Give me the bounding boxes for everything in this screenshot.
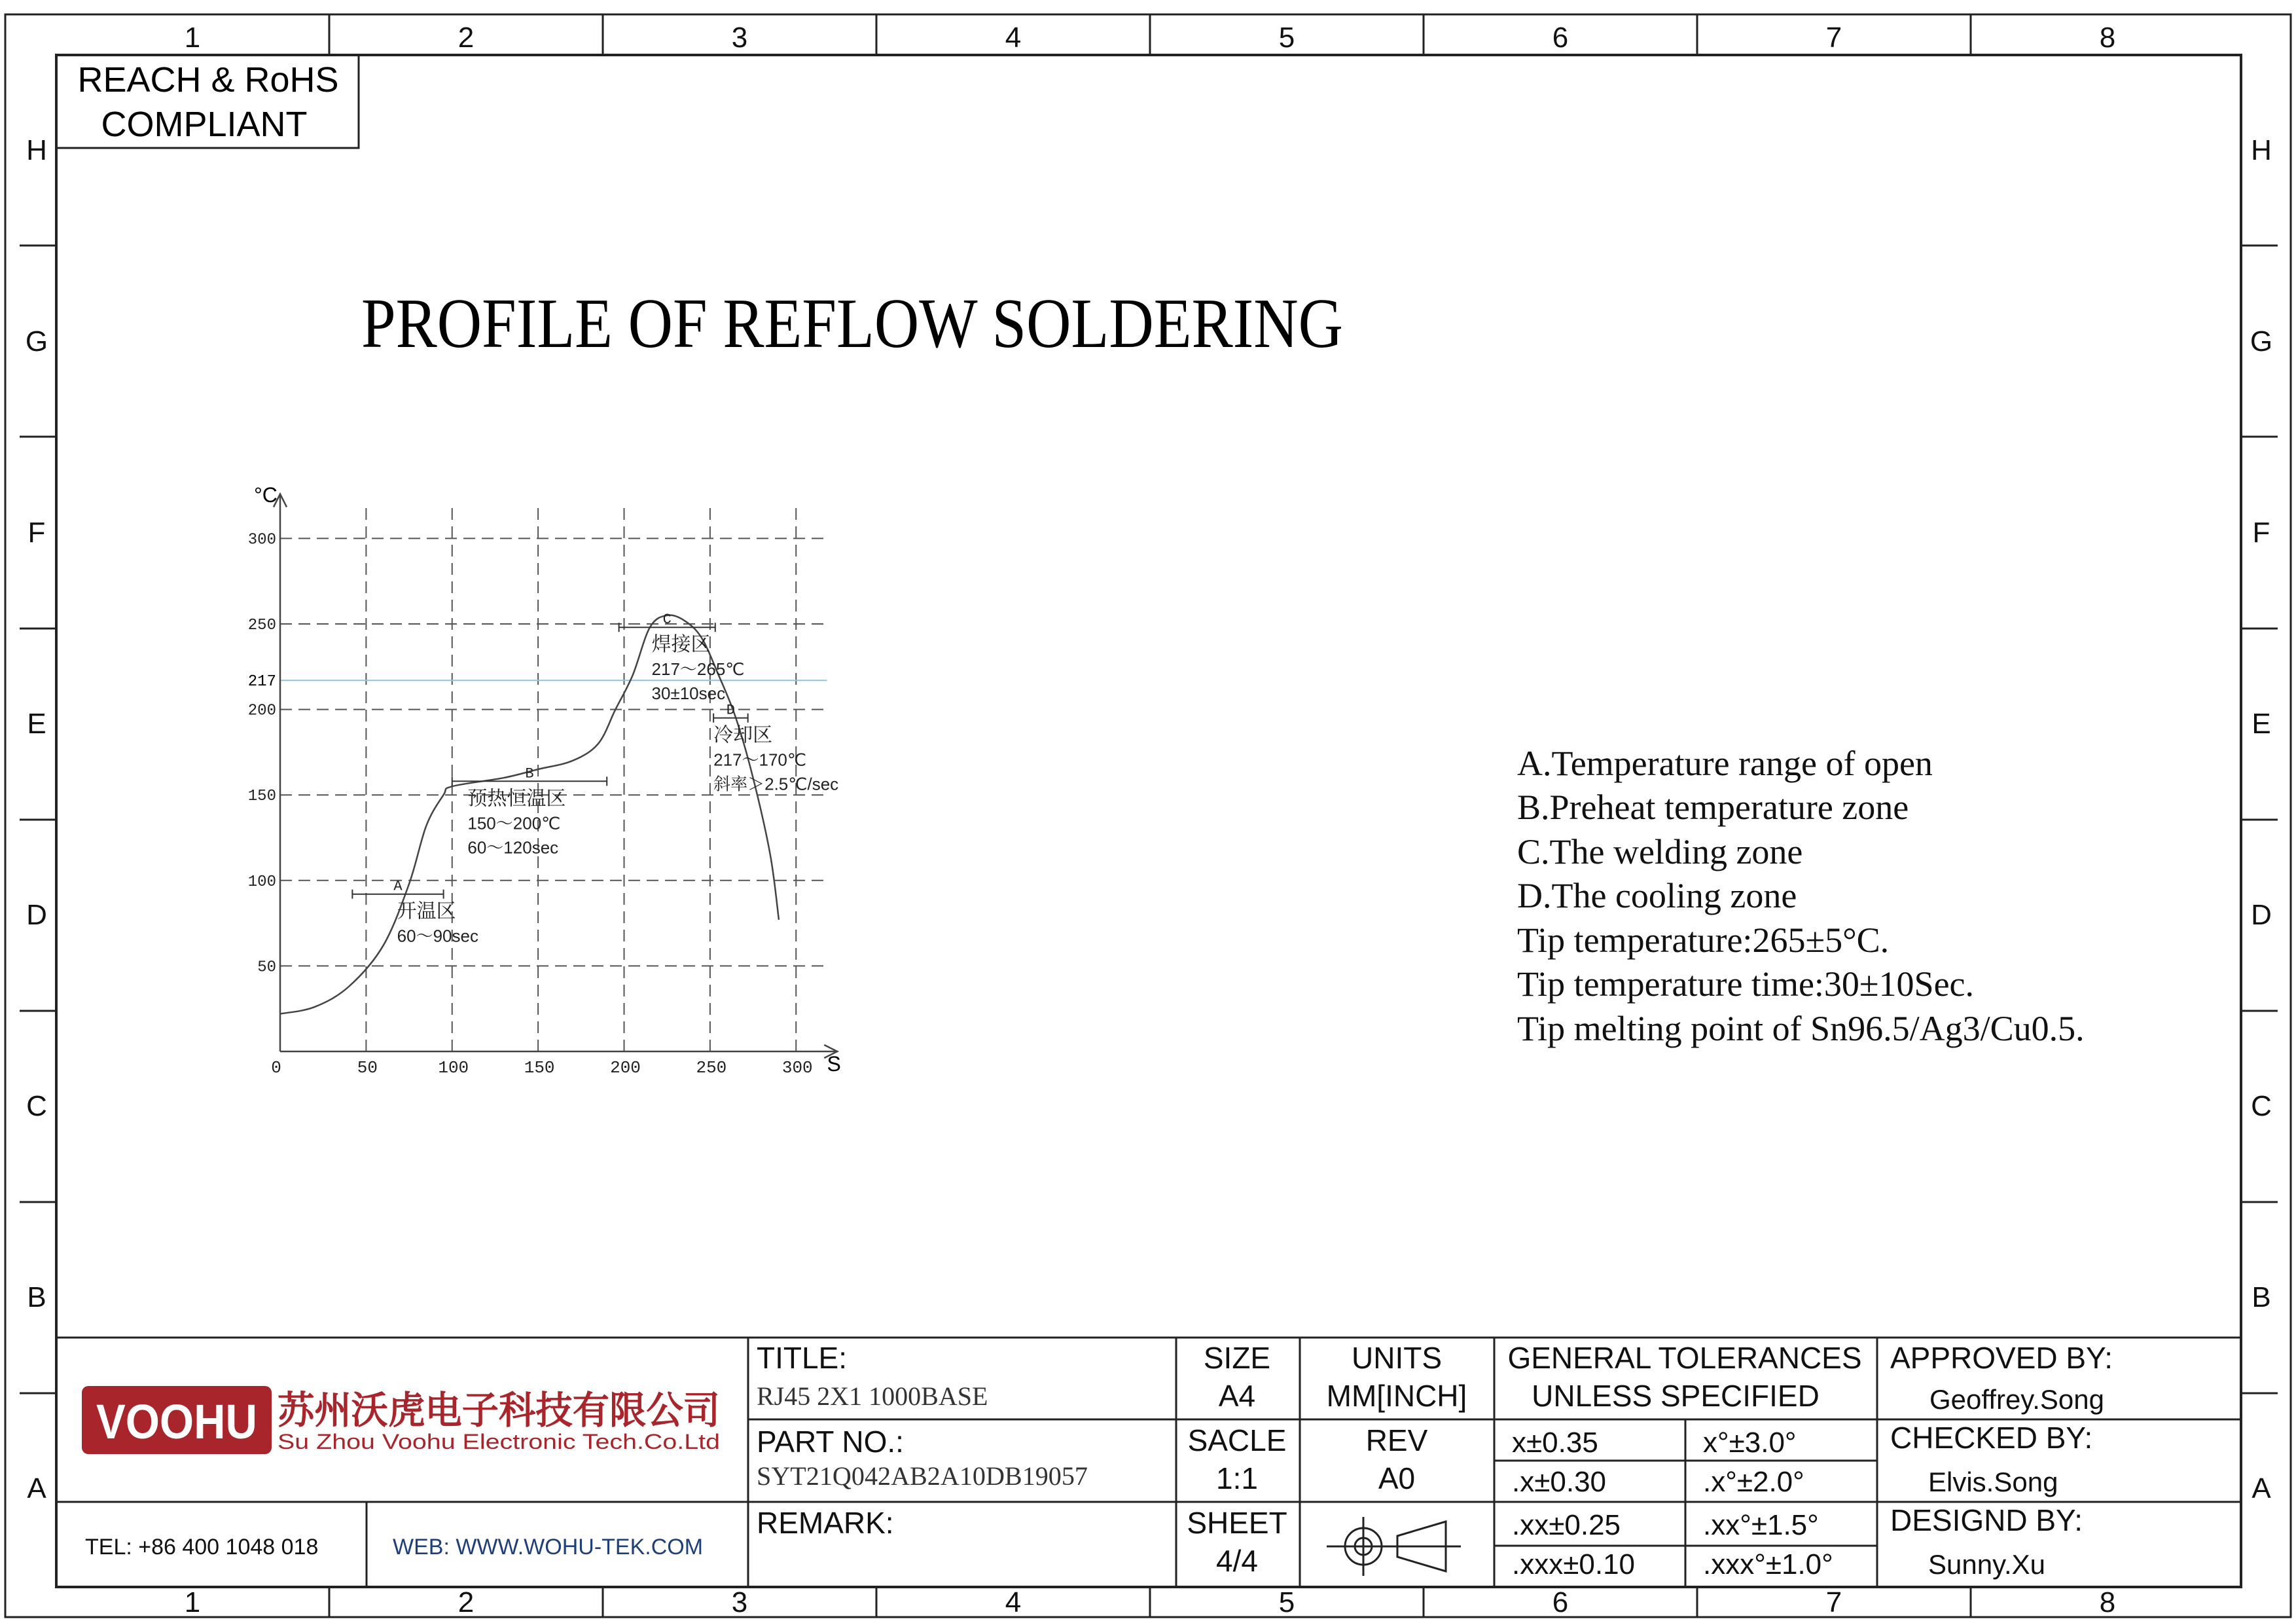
row-label-G: G <box>25 325 48 357</box>
note-line: C.The welding zone <box>1517 832 1803 871</box>
row-label-D: D <box>26 899 47 931</box>
outer-border <box>5 14 2291 1617</box>
sheet-value: 4/4 <box>1216 1544 1258 1578</box>
designed-by-label: DESIGND BY: <box>1890 1503 2083 1537</box>
company-name-en: Su Zhou Voohu Electronic Tech.Co.Ltd <box>278 1430 720 1453</box>
y-tick-label: 250 <box>247 617 276 634</box>
row-label-F: F <box>27 517 46 549</box>
note-line: D.The cooling zone <box>1517 876 1797 915</box>
tolerance-angular: .xx°±1.5° <box>1703 1509 1819 1541</box>
row-label-H-right: H <box>2251 134 2272 166</box>
zone-detail-label: 斜率＞2.5℃/sec <box>713 774 839 794</box>
col-label-3: 3 <box>731 22 748 54</box>
company-logo-text: VOOHU <box>96 1395 257 1449</box>
zone-name-label: 预热恒温区 <box>467 788 566 810</box>
approved-by-label: APPROVED BY: <box>1890 1341 2113 1375</box>
notes-block <box>1517 744 2085 1048</box>
x-tick-label: 100 <box>438 1058 469 1078</box>
zone-id-label: A <box>393 878 403 895</box>
y-axis-unit: °C <box>254 483 278 507</box>
col-label-7-bottom: 7 <box>1825 1586 1842 1618</box>
note-line: Tip melting point of Sn96.5/Ag3/Cu0.5. <box>1517 1009 2085 1048</box>
tolerance-heading-2: UNLESS SPECIFIED <box>1532 1379 1820 1413</box>
company-tel: TEL: +86 400 1048 018 <box>85 1535 319 1559</box>
col-label-1: 1 <box>184 22 201 54</box>
zone-detail-label: 217～170℃ <box>713 750 807 770</box>
checked-by-label: CHECKED BY: <box>1890 1421 2093 1455</box>
melting-point-label: 217 <box>247 673 276 691</box>
tolerance-linear: .xx±0.25 <box>1512 1509 1621 1541</box>
zone-ticks <box>20 14 2278 1617</box>
company-web[interactable]: WEB: WWW.WOHU-TEK.COM <box>393 1535 704 1559</box>
page-title: PROFILE OF REFLOW SOLDERING <box>361 285 1343 363</box>
zone-id-label: D <box>726 702 736 719</box>
title-value: RJ45 2X1 1000BASE <box>757 1381 988 1411</box>
x-tick-label: 250 <box>696 1058 727 1078</box>
approved-by-value: Geoffrey.Song <box>1929 1384 2104 1415</box>
rev-value: A0 <box>1378 1461 1416 1495</box>
zone-detail-label: 60～90sec <box>397 926 478 946</box>
remark-label: REMARK: <box>757 1506 894 1540</box>
y-tick-label: 300 <box>247 531 276 549</box>
col-label-8: 8 <box>2099 22 2116 54</box>
units-label: UNITS <box>1352 1341 1442 1375</box>
reflow-chart <box>248 483 841 1078</box>
note-line: Tip temperature:265±5°C. <box>1517 921 1890 960</box>
col-label-8-bottom: 8 <box>2099 1586 2116 1618</box>
title-label: TITLE: <box>757 1341 848 1375</box>
title-block-grid <box>56 1338 2241 1587</box>
x-tick-label: 0 <box>271 1058 281 1078</box>
projection-symbol-icon <box>1327 1517 1461 1576</box>
zone-id-label: B <box>525 765 534 782</box>
x-tick-label: 300 <box>781 1058 813 1078</box>
company-name-cn: 苏州沃虎电子科技有限公司 <box>278 1389 720 1432</box>
row-label-E: E <box>27 708 46 740</box>
row-label-G-right: G <box>2250 325 2273 357</box>
x-axis-unit: S <box>827 1052 841 1076</box>
size-label: SIZE <box>1203 1341 1271 1375</box>
zone-detail-label: 150～200℃ <box>467 813 561 833</box>
tolerance-heading-1: GENERAL TOLERANCES <box>1507 1341 1862 1375</box>
scale-label: SACLE <box>1187 1423 1287 1457</box>
x-tick-label: 50 <box>357 1058 378 1078</box>
col-label-1-bottom: 1 <box>184 1586 201 1618</box>
y-tick-label: 150 <box>247 788 276 806</box>
checked-by-value: Elvis.Song <box>1928 1467 2058 1497</box>
size-value: A4 <box>1218 1379 1256 1413</box>
tolerance-linear: .x±0.30 <box>1512 1466 1607 1498</box>
zone-name-label: 焊接区 <box>651 634 711 656</box>
note-line: A.Temperature range of open <box>1517 744 1933 783</box>
row-label-C-right: C <box>2251 1090 2272 1122</box>
y-tick-label: 50 <box>257 958 276 977</box>
zone-detail-label: 217～265℃ <box>651 659 745 680</box>
part-no-label: PART NO.: <box>757 1425 904 1459</box>
zone-name-label: 冷却区 <box>713 724 773 746</box>
units-value: MM[INCH] <box>1326 1379 1467 1413</box>
compliance-line-1: REACH & RoHS <box>77 60 339 100</box>
col-label-2-bottom: 2 <box>457 1586 475 1618</box>
compliance-line-2: COMPLIANT <box>101 105 308 144</box>
col-label-3-bottom: 3 <box>731 1586 748 1618</box>
x-tick-label: 150 <box>524 1058 555 1078</box>
rev-label: REV <box>1365 1423 1428 1457</box>
col-label-5: 5 <box>1278 22 1295 54</box>
row-label-B: B <box>27 1281 46 1313</box>
tolerance-angular: x°±3.0° <box>1703 1427 1797 1459</box>
x-tick-label: 200 <box>610 1058 641 1078</box>
tolerance-angular: .xxx°±1.0° <box>1703 1548 1833 1580</box>
col-label-2: 2 <box>457 22 475 54</box>
tolerance-linear: x±0.35 <box>1512 1427 1598 1459</box>
note-line: Tip temperature time:30±10Sec. <box>1517 964 1975 1004</box>
zone-detail-label: 30±10sec <box>651 684 726 704</box>
col-label-7: 7 <box>1825 22 1842 54</box>
zone-id-label: C <box>662 611 672 629</box>
zone-name-label: 开温区 <box>397 900 456 922</box>
col-label-4-bottom: 4 <box>1005 1586 1022 1618</box>
zone-detail-label: 60～120sec <box>467 837 559 858</box>
y-tick-label: 200 <box>247 702 276 720</box>
row-label-A-right: A <box>2251 1472 2271 1504</box>
col-label-6-bottom: 6 <box>1552 1586 1569 1618</box>
row-label-H: H <box>26 134 47 166</box>
row-label-E-right: E <box>2251 708 2271 740</box>
tolerance-linear: .xxx±0.10 <box>1512 1548 1636 1580</box>
chart-zones <box>352 611 838 945</box>
designed-by-value: Sunny.Xu <box>1928 1549 2046 1580</box>
note-line: B.Preheat temperature zone <box>1517 788 1909 827</box>
col-label-5-bottom: 5 <box>1278 1586 1295 1618</box>
scale-value: 1:1 <box>1216 1461 1258 1495</box>
row-label-B-right: B <box>2251 1281 2271 1313</box>
part-no-value: SYT21Q042AB2A10DB19057 <box>757 1461 1088 1491</box>
sheet-label: SHEET <box>1187 1506 1287 1540</box>
row-label-A: A <box>27 1472 46 1504</box>
row-label-F-right: F <box>2252 517 2270 549</box>
row-label-D-right: D <box>2251 899 2272 931</box>
row-label-C: C <box>26 1090 47 1122</box>
tolerance-angular: .x°±2.0° <box>1703 1466 1804 1498</box>
col-label-6: 6 <box>1552 22 1569 54</box>
y-tick-label: 100 <box>247 873 276 891</box>
col-label-4: 4 <box>1005 22 1022 54</box>
